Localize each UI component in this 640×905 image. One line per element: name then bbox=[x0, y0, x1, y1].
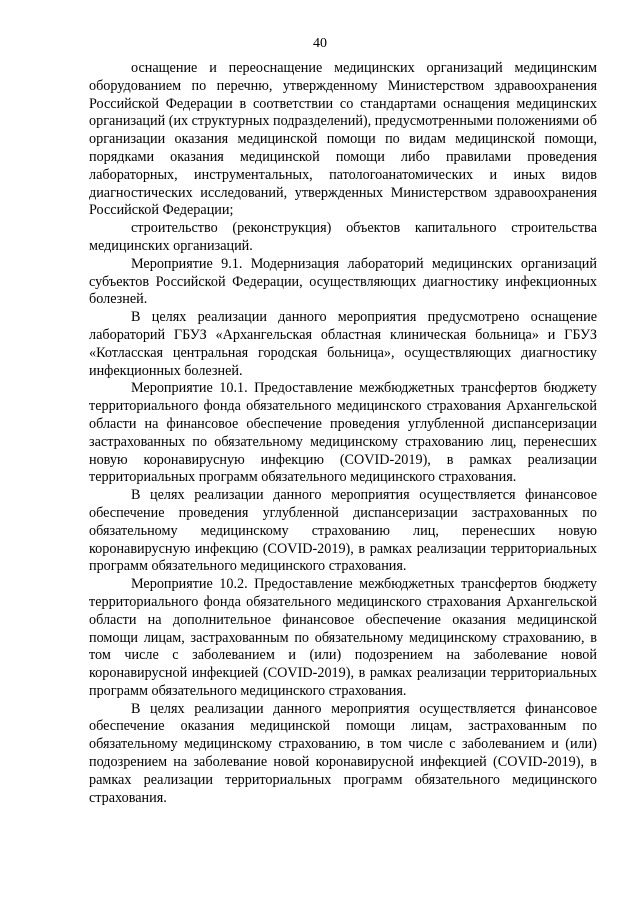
paragraph-measure-10-1: Мероприятие 10.1. Предоставление межбюджетных трансфертов бюджету территориального фонда обязательного медицинского страхования Архангельской области на финансовое обеспечение проведения углубленной диспансеризации застрахованных по обязательному медицинскому страхованию лиц, перенесших новую коронавирусную инфекцию (COVID-2019), в рамках реализации территориальных программ обязательного медицинского страхования. bbox=[89, 380, 597, 486]
paragraph-measure-9-1: Мероприятие 9.1. Модернизация лабораторий медицинских организаций субъектов Российской Федерации, осуществляющих диагностику инфекционных болезней. bbox=[89, 255, 597, 308]
paragraph-measure-9-1-details: В целях реализации данного мероприятия предусмотрено оснащение лабораторий ГБУЗ «Архангельская областная клиническая больница» и ГБУЗ «Котласская центральная городская больница», осуществляющих диагностику инфекционных болезней. bbox=[89, 309, 597, 379]
paragraph-measure-10-2-details: В целях реализации данного мероприятия осуществляется финансовое обеспечение оказания медицинской помощи лицам, застрахованным по обязательному медицинскому страхованию, в том числе с заболеванием и (или) подозрением на заболевание новой коронавирусной инфекцией (COVID-2019), в рамках реализации территориальных программ обязательного медицинского страхования. bbox=[89, 700, 597, 806]
page-number: 40 bbox=[313, 36, 327, 51]
paragraph-construction: строительство (реконструкция) объектов капитального строительства медицинских организаций. bbox=[89, 220, 597, 254]
document-body bbox=[89, 60, 597, 807]
paragraph-measure-10-1-details: В целях реализации данного мероприятия осуществляется финансовое обеспечение проведения углубленной диспансеризации застрахованных по обязательному медицинскому страхованию лиц, перенесших новую коронавирусную инфекцию (COVID-2019), в рамках реализации территориальных программ обязательного медицинского страхования. bbox=[89, 487, 597, 575]
paragraph-equipment: оснащение и переоснащение медицинских организаций медицинским оборудованием по перечню, утвержденному Министерством здравоохранения Российской Федерации в соответствии со стандартами оснащения медицинских организаций (их структурных подразделений), предусмотренными положениями об организации оказания медицинской помощи по видам медицинской помощи, порядками оказания медицинской помощи либо правилами проведения лабораторных, инструментальных, патологоанатомических и иных видов диагностических исследований, утвержденных Министерством здравоохранения Российской Федерации; bbox=[89, 60, 597, 219]
paragraph-measure-10-2: Мероприятие 10.2. Предоставление межбюджетных трансфертов бюджету территориального фонда обязательного медицинского страхования Архангельской области на дополнительное финансовое обеспечение оказания медицинской помощи лицам, застрахованным по обязательному медицинскому страхованию, в том числе с заболеванием и (или) подозрением на заболевание новой коронавирусной инфекцией (COVID-2019), в рамках реализации территориальных программ обязательного медицинского страхования. bbox=[89, 576, 597, 699]
